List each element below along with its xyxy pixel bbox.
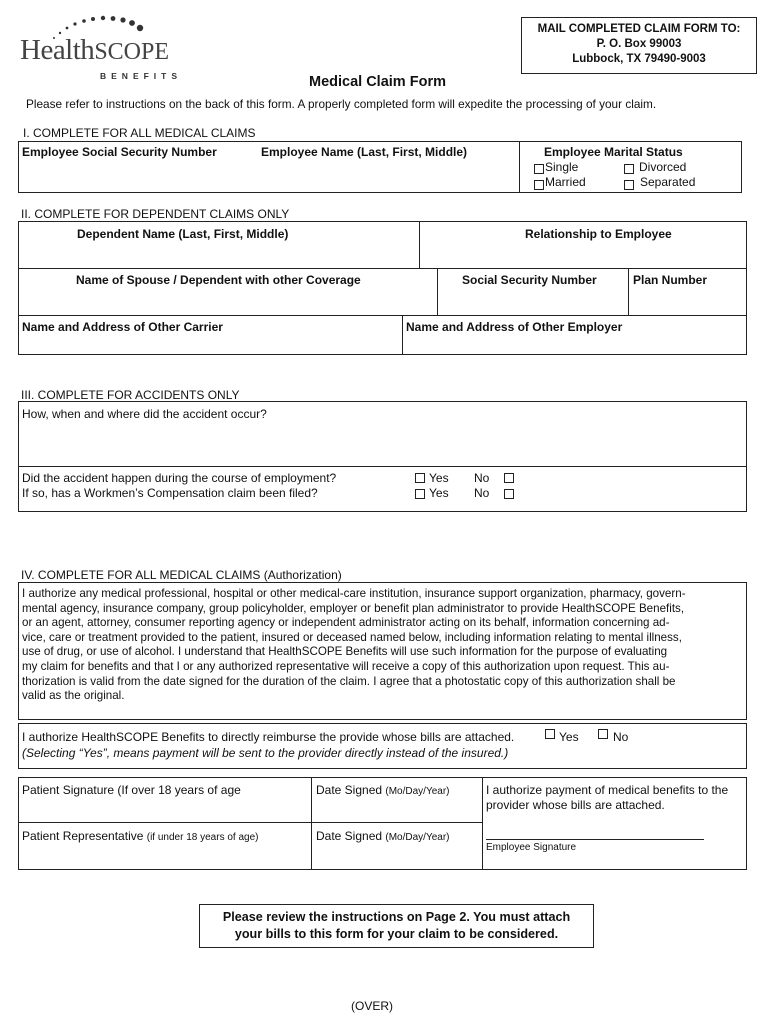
- section1-title: I. COMPLETE FOR ALL MEDICAL CLAIMS: [23, 126, 256, 140]
- reimburse-no-label: No: [613, 730, 629, 744]
- authorize-payment-line2: provider whose bills are attached.: [486, 798, 665, 812]
- mail-line-3: Lubbock, TX 79490-9003: [572, 53, 706, 65]
- marital-status-label: Employee Marital Status: [544, 145, 683, 159]
- section2-row2: [18, 268, 747, 316]
- date-format-note: (Mo/Day/Year): [385, 786, 450, 797]
- q2-no-checkbox[interactable]: [504, 489, 514, 499]
- date-signed-label-2: Date Signed: [316, 829, 383, 843]
- logo-health: Health: [20, 34, 95, 66]
- logo-benefits: BENEFITS: [100, 71, 183, 81]
- section2-row1: [18, 221, 747, 269]
- intro-text: Please refer to instructions on the back of this form. A properly completed form will expedite the processing of your claim.: [26, 97, 657, 111]
- relationship-label: Relationship to Employee: [525, 227, 672, 241]
- section1-box: [18, 141, 742, 193]
- auth-line: or an agent, attorney, consumer reporting agency or independent administrator acting on its behalf, information concerning ad-: [22, 616, 670, 630]
- other-employer-label: Name and Address of Other Employer: [406, 320, 623, 334]
- employee-signature-line[interactable]: [486, 839, 704, 840]
- notice-line-1: Please review the instructions on Page 2. You must attach: [222, 910, 571, 924]
- auth-line: mental agency, insurance company, group policyholder, employer or benefit plan administrator to provide HealthSCOPE Benefits,: [22, 601, 685, 615]
- footer-over: (OVER): [351, 999, 393, 1013]
- employee-ssn-label: Employee Social Security Number: [22, 145, 217, 159]
- dependent-name-label: Dependent Name (Last, First, Middle): [77, 227, 289, 241]
- other-carrier-label: Name and Address of Other Carrier: [22, 320, 223, 334]
- workmens-comp-question: If so, has a Workmen’s Compensation claim been filed?: [22, 486, 318, 500]
- patient-rep-note: (if under 18 years of age): [146, 832, 259, 843]
- mail-line-1: MAIL COMPLETED CLAIM FORM TO:: [537, 23, 741, 35]
- section3-box: [18, 401, 747, 512]
- plan-number-label: Plan Number: [633, 273, 708, 287]
- signature-block: [18, 777, 747, 870]
- dependent-ssn-label: Social Security Number: [462, 273, 597, 287]
- mail-line-2: P. O. Box 99003: [596, 38, 682, 50]
- separated-label: Separated: [640, 175, 696, 189]
- notice-line-2: your bills to this form for your claim to be considered.: [234, 927, 559, 941]
- spouse-other-coverage-label: Name of Spouse / Dependent with other Coverage: [76, 273, 361, 287]
- employee-signature-label: Employee Signature: [486, 842, 577, 853]
- auth-line: valid as the original.: [22, 689, 125, 703]
- reimburse-box: [18, 723, 747, 769]
- notice-box: [199, 904, 594, 948]
- auth-line: vice, care or treatment provided to the patient, insured or deceased named below, including information relating to mental illness,: [22, 630, 682, 644]
- q2-yes-checkbox[interactable]: [415, 489, 425, 499]
- logo: [20, 14, 190, 84]
- date-format-note-2: (Mo/Day/Year): [385, 832, 450, 843]
- logo-scope: SCOPE: [94, 39, 170, 65]
- married-label: Married: [545, 175, 586, 189]
- employee-name-label: Employee Name (Last, First, Middle): [261, 145, 468, 159]
- form-title: Medical Claim Form: [309, 74, 446, 90]
- divorced-label: Divorced: [639, 160, 687, 174]
- auth-line: my claim for benefits and that I or any authorized representative will receive a copy of this authorization upon request. This au-: [22, 659, 670, 673]
- section3-title: III. COMPLETE FOR ACCIDENTS ONLY: [21, 388, 240, 402]
- divorced-checkbox[interactable]: [624, 164, 634, 174]
- q1-no-checkbox[interactable]: [504, 473, 514, 483]
- section2-title: II. COMPLETE FOR DEPENDENT CLAIMS ONLY: [21, 207, 290, 221]
- q1-yes-checkbox[interactable]: [415, 473, 425, 483]
- auth-line: thorization is valid from the date signed for the duration of the claim. I agree that a photostatic copy of this authorization shall be: [22, 674, 676, 688]
- q1-yes-label: Yes: [429, 471, 449, 485]
- patient-rep-label: Patient Representative: [22, 829, 144, 843]
- single-label: Single: [545, 160, 579, 174]
- authorization-box: [18, 582, 747, 720]
- patient-signature-label: Patient Signature (If over 18 years of age: [22, 783, 241, 797]
- separated-checkbox[interactable]: [624, 180, 634, 190]
- married-checkbox[interactable]: [534, 180, 544, 190]
- section4-title: IV. COMPLETE FOR ALL MEDICAL CLAIMS (Authorization): [21, 568, 342, 582]
- reimburse-note: (Selecting “Yes”, means payment will be sent to the provider directly instead of the insured.): [22, 746, 509, 760]
- accident-how-label: How, when and where did the accident occur?: [22, 407, 267, 421]
- auth-line: use of drug, or use of alcohol. I understand that HealthSCOPE Benefits will use such information for the purpose of evaluating: [22, 645, 668, 659]
- q1-no-label: No: [474, 471, 490, 485]
- marital-divider: [519, 142, 520, 192]
- authorize-payment-line1: I authorize payment of medical benefits to the: [486, 783, 729, 797]
- section2-row3: [18, 315, 747, 355]
- authorization-text: [22, 587, 686, 704]
- date-signed-label: Date Signed: [316, 783, 383, 797]
- reimburse-yes-label: Yes: [559, 730, 579, 744]
- reimburse-yes-checkbox[interactable]: [545, 729, 555, 739]
- mail-box: [521, 17, 757, 74]
- employment-question: Did the accident happen during the course of employment?: [22, 471, 337, 485]
- reimburse-text: I authorize HealthSCOPE Benefits to directly reimburse the provide whose bills are attached.: [22, 730, 515, 744]
- reimburse-no-checkbox[interactable]: [598, 729, 608, 739]
- auth-line: I authorize any medical professional, hospital or other medical-care institution, insurance support organization, pharmacy, govern-: [22, 587, 686, 600]
- q2-no-label: No: [474, 486, 490, 500]
- single-checkbox[interactable]: [534, 164, 544, 174]
- q2-yes-label: Yes: [429, 486, 449, 500]
